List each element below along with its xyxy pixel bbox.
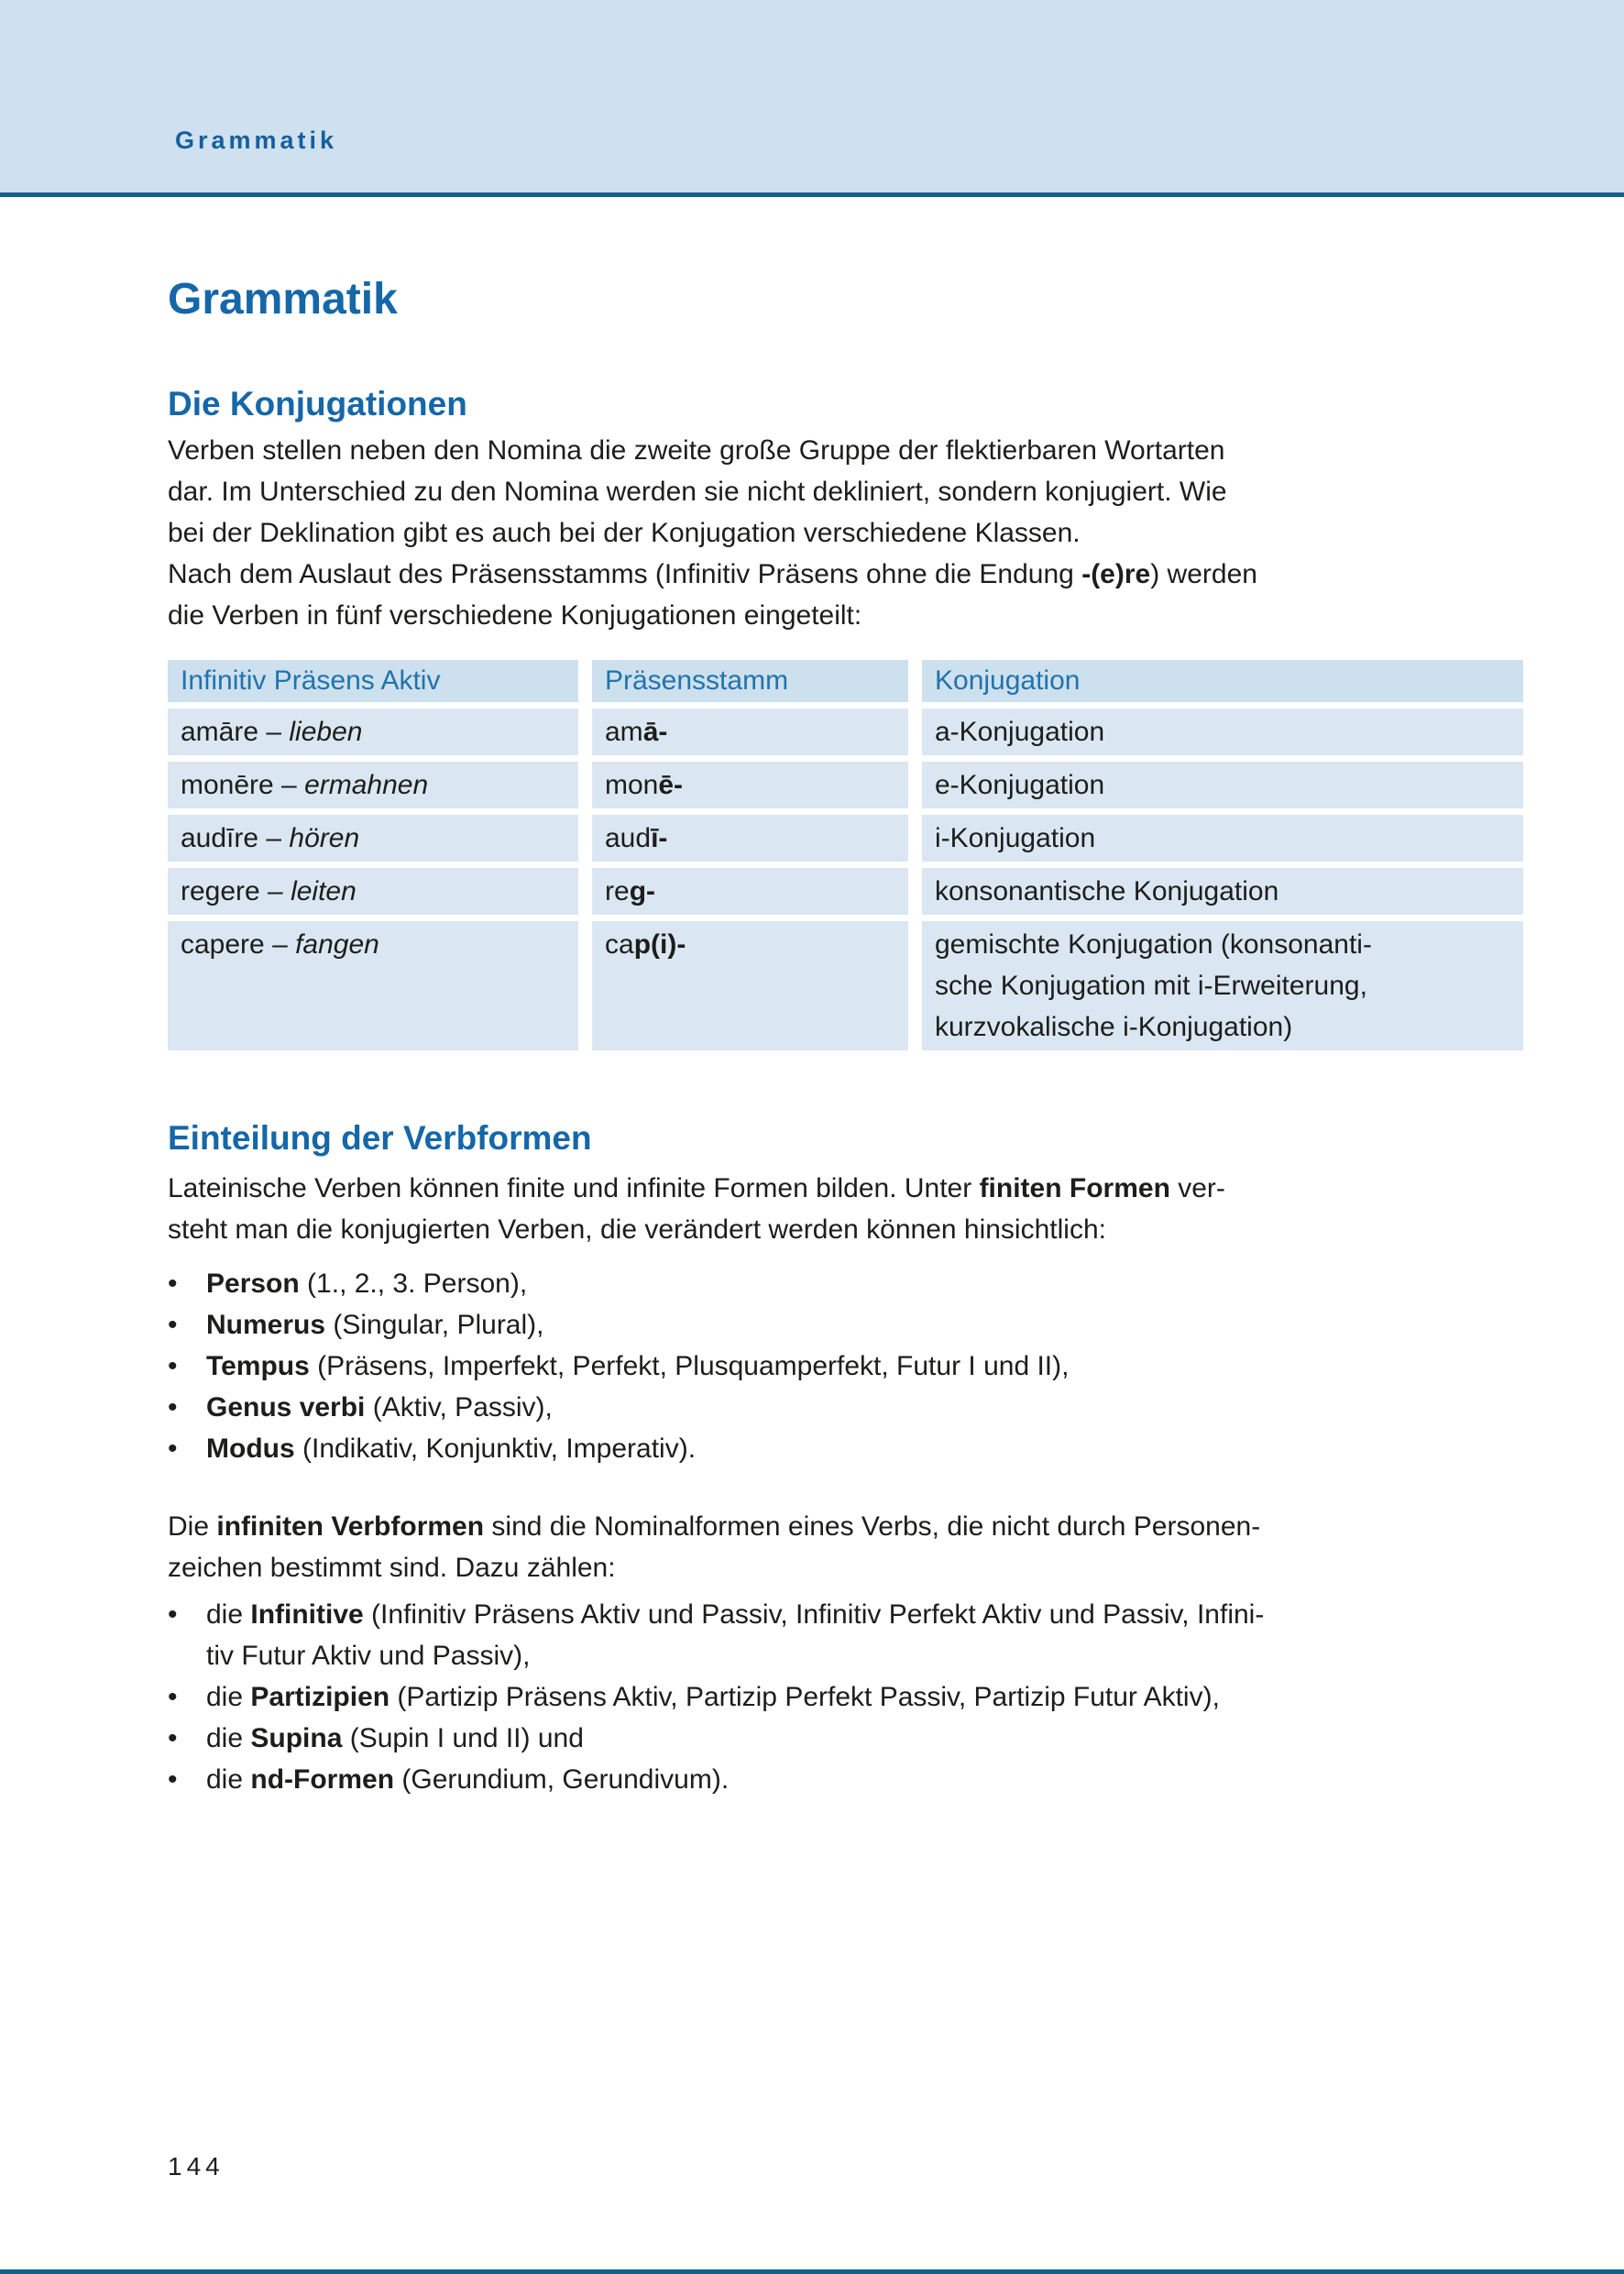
page-title: Grammatik <box>168 275 398 324</box>
text-run: aud <box>605 823 652 853</box>
text-run: audīre – <box>181 823 290 853</box>
text-run: amāre – <box>181 717 290 747</box>
text-run: ca <box>605 929 634 960</box>
running-header: Grammatik <box>175 126 338 154</box>
infinite-forms-list <box>168 1594 1523 1800</box>
text-run: sind die Nominalformen eines Verbs, die nicht durch Personen- <box>484 1511 1261 1542</box>
text-run: hören <box>289 823 360 853</box>
bullet-marker: • <box>168 1764 178 1795</box>
text-run: kurzvokalische i-Konjugation) <box>935 1012 1293 1042</box>
text-run: re <box>605 876 630 906</box>
text-run: finiten Formen <box>979 1173 1170 1203</box>
table-cell <box>922 709 1523 755</box>
bullet-marker: • <box>168 1392 178 1423</box>
text-run: (Infinitiv Präsens Aktiv und Passiv, Infinitiv Perfekt Aktiv und Passiv, Infini- <box>363 1599 1265 1630</box>
text-run: Tempus <box>206 1351 310 1381</box>
list-item <box>168 1304 1523 1346</box>
text-run: ermahnen <box>304 770 429 800</box>
table-cell <box>592 921 908 1050</box>
text-run: die <box>206 1682 251 1712</box>
table-cell <box>592 868 908 915</box>
text-run: tiv Futur Aktiv und Passiv), <box>206 1641 531 1671</box>
list-item-text <box>206 1759 1523 1800</box>
text-run: (Singular, Plural), <box>325 1310 544 1340</box>
section-heading-konjugationen: Die Konjugationen <box>168 385 467 423</box>
text-run: (Supin I und II) und <box>342 1723 584 1753</box>
table-cell <box>922 815 1523 862</box>
text-run: lieben <box>289 717 363 747</box>
bullet-marker: • <box>168 1723 178 1753</box>
text-run: Verben stellen neben den Nomina die zweite große Gruppe der flektierbaren Wortarten <box>168 435 1225 466</box>
list-item <box>168 1676 1523 1718</box>
text-run: g- <box>629 876 656 906</box>
table-cell <box>922 921 1523 1050</box>
bullet-marker: • <box>168 1310 178 1340</box>
text-run: die <box>206 1723 251 1753</box>
list-item-text <box>206 1304 1523 1346</box>
intro-paragraph <box>168 430 1523 636</box>
text-run: capere – <box>181 929 296 960</box>
table-cell <box>168 868 578 915</box>
text-run: -(e)re <box>1081 559 1151 589</box>
list-item-text <box>206 1346 1523 1387</box>
text-run: steht man die konjugierten Verben, die verändert werden können hinsichtlich: <box>168 1214 1106 1245</box>
text-run: Modus <box>206 1434 295 1464</box>
bullet-marker: • <box>168 1599 178 1630</box>
text-run: p(i)- <box>633 929 686 960</box>
text-run: ī- <box>651 823 668 853</box>
text-run: Infinitive <box>250 1599 364 1630</box>
table-cell <box>592 709 908 755</box>
footer-rule <box>0 2269 1624 2274</box>
text-run: ) werden <box>1150 559 1257 589</box>
text-run: a-Konjugation <box>935 717 1105 747</box>
text-run: (1., 2., 3. Person), <box>299 1269 528 1299</box>
table-header-praesensstamm: Präsensstamm <box>592 660 908 702</box>
bullet-marker: • <box>168 1351 178 1381</box>
text-run: infiniten Verbformen <box>216 1511 485 1542</box>
section-heading-einteilung: Einteilung der Verbformen <box>168 1119 592 1157</box>
table-cell <box>592 762 908 808</box>
text-run: (Indikativ, Konjunktiv, Imperativ). <box>294 1434 697 1464</box>
text-run: konsonantische Konjugation <box>935 876 1279 906</box>
text-run: fangen <box>295 929 379 960</box>
text-run: Die <box>168 1511 217 1542</box>
conjugation-table <box>168 660 1523 1050</box>
table-cell <box>168 762 578 808</box>
text-run: die <box>206 1764 251 1795</box>
list-item <box>168 1594 1523 1676</box>
text-run: (Gerundium, Gerundivum). <box>394 1764 730 1795</box>
text-run: monēre – <box>181 770 305 800</box>
text-run: mon <box>605 770 659 800</box>
table-cell <box>922 762 1523 808</box>
text-run: ā- <box>642 717 668 747</box>
text-run: die Verben in fünf verschiedene Konjugationen eingeteilt: <box>168 600 862 631</box>
text-run: Nach dem Auslaut des Präsensstamms (Infinitiv Präsens ohne die Endung <box>168 559 1082 589</box>
text-run: Lateinische Verben können finite und infinite Formen bilden. Unter <box>168 1173 980 1203</box>
list-item <box>168 1263 1523 1304</box>
table-header-infinitiv-praesens-aktiv: Infinitiv Präsens Aktiv <box>168 660 578 702</box>
list-item-text <box>206 1428 1523 1469</box>
table-cell <box>922 868 1523 915</box>
list-item <box>168 1346 1523 1387</box>
infinite-forms-paragraph <box>168 1506 1523 1588</box>
list-item <box>168 1718 1523 1759</box>
bullet-marker: • <box>168 1434 178 1464</box>
list-item-text <box>206 1676 1523 1718</box>
text-run: Numerus <box>206 1310 326 1340</box>
text-run: Supina <box>250 1723 343 1753</box>
text-run: gemischte Konjugation (konsonanti- <box>935 929 1372 960</box>
text-run: Genus verbi <box>206 1392 366 1423</box>
text-run: am <box>605 717 643 747</box>
bullet-marker: • <box>168 1682 178 1712</box>
list-item <box>168 1428 1523 1469</box>
page-header-band <box>0 0 1624 192</box>
text-run: leiten <box>291 876 357 906</box>
bullet-marker: • <box>168 1269 178 1299</box>
text-run: e-Konjugation <box>935 770 1105 800</box>
text-run: nd-Formen <box>250 1764 395 1795</box>
text-run: (Präsens, Imperfekt, Perfekt, Plusquamperfekt, Futur I und II), <box>309 1351 1070 1381</box>
text-run: dar. Im Unterschied zu den Nomina werden sie nicht dekliniert, sondern konjugiert. Wie <box>168 477 1227 507</box>
finite-forms-list <box>168 1263 1523 1469</box>
table-cell <box>168 921 578 1050</box>
text-run: ē- <box>658 770 684 800</box>
text-run: ver- <box>1169 1173 1225 1203</box>
table-cell <box>168 815 578 862</box>
text-run: regere – <box>181 876 291 906</box>
text-run: Person <box>206 1269 300 1299</box>
list-item <box>168 1759 1523 1800</box>
text-run: i-Konjugation <box>935 823 1096 853</box>
list-item-text <box>206 1263 1523 1304</box>
text-run: bei der Deklination gibt es auch bei der Konjugation verschiedene Klassen. <box>168 518 1081 548</box>
text-run: zeichen bestimmt sind. Dazu zählen: <box>168 1553 616 1583</box>
list-item-text <box>206 1594 1523 1676</box>
page-content <box>0 276 1624 1800</box>
table-cell <box>592 815 908 862</box>
list-item-text <box>206 1387 1523 1428</box>
page-number: 144 <box>168 2152 225 2181</box>
header-rule <box>0 192 1624 197</box>
text-run: Partizipien <box>250 1682 390 1712</box>
text-run: (Partizip Präsens Aktiv, Partizip Perfekt Passiv, Partizip Futur Aktiv), <box>390 1682 1220 1712</box>
table-header-konjugation: Konjugation <box>922 660 1523 702</box>
text-run: die <box>206 1599 251 1630</box>
list-item <box>168 1387 1523 1428</box>
list-item-text <box>206 1718 1523 1759</box>
text-run: sche Konjugation mit i-Erweiterung, <box>935 971 1367 1001</box>
finite-forms-paragraph <box>168 1168 1523 1250</box>
text-run: (Aktiv, Passiv), <box>365 1392 553 1423</box>
table-cell <box>168 709 578 755</box>
